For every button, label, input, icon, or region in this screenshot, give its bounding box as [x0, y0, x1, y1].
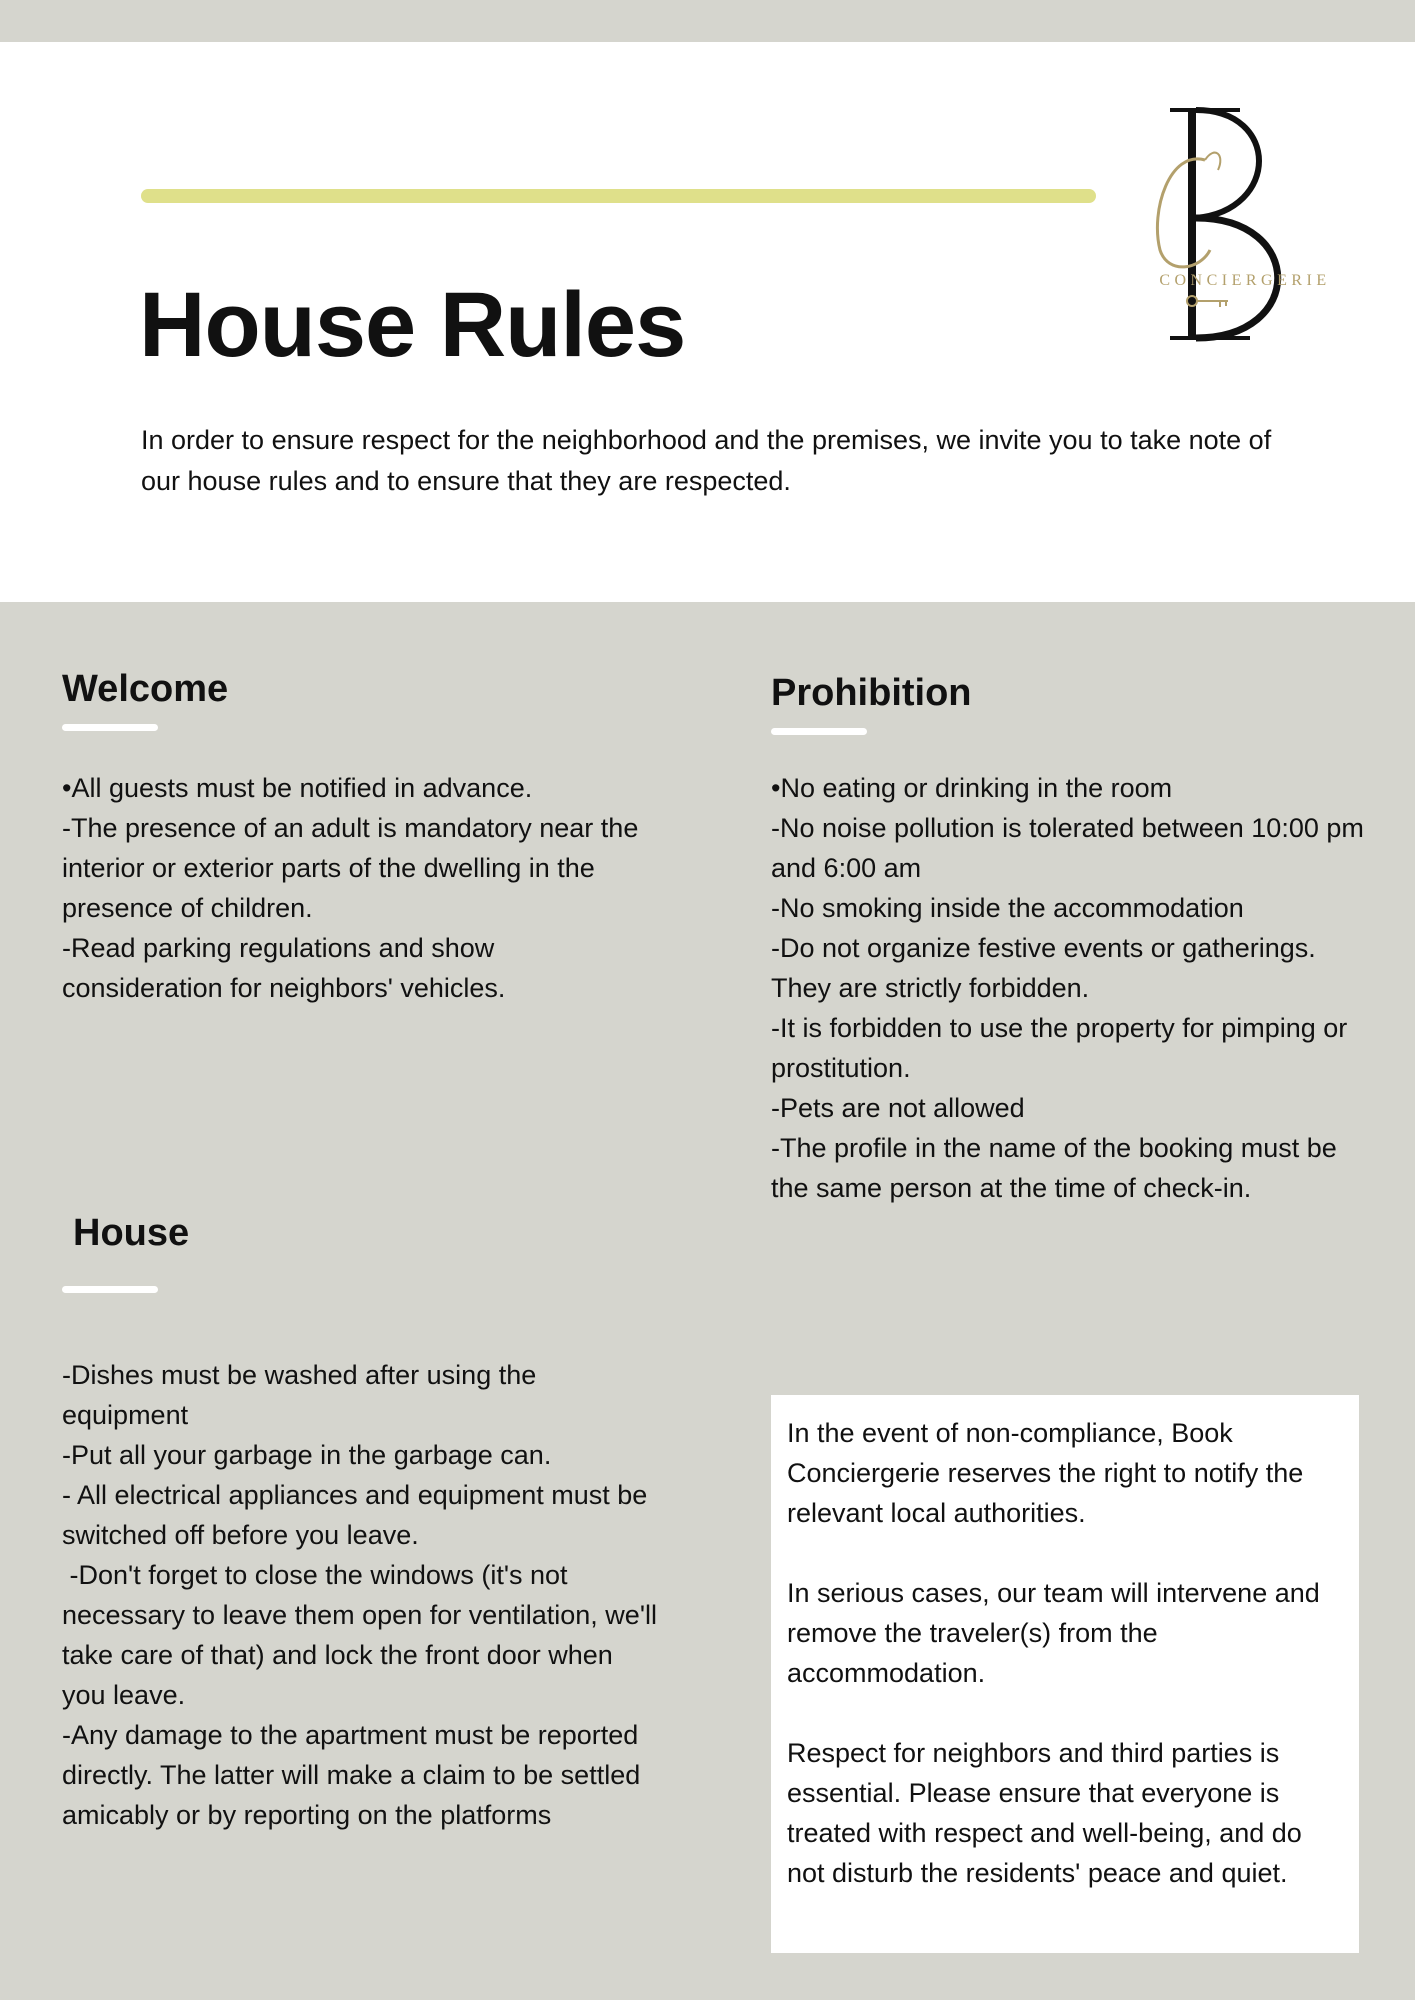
welcome-rule: •All guests must be notified in advance. — [62, 773, 533, 803]
prohibition-rule: -Do not organize festive events or gatherings. They are strictly forbidden. — [771, 933, 1316, 1003]
house-rules — [62, 1355, 665, 1835]
house-title: House — [73, 1212, 190, 1254]
welcome-underline — [62, 724, 158, 731]
prohibition-rule: -The profile in the name of the booking must be the same person at the time of check-in. — [771, 1133, 1337, 1203]
prohibition-rule: -No smoking inside the accommodation — [771, 893, 1244, 923]
notice-box — [771, 1395, 1359, 1953]
welcome-rule: -The presence of an adult is mandatory near the interior or exterior parts of the dwelling in the presence of children. — [62, 813, 639, 923]
top-band — [0, 0, 1415, 42]
logo-text: CONCIERGERIE — [1159, 272, 1331, 289]
welcome-rules — [62, 768, 662, 1008]
accent-bar — [141, 189, 1096, 203]
prohibition-rule: -It is forbidden to use the property for pimping or prostitution. — [771, 1013, 1348, 1083]
house-rule: -Any damage to the apartment must be reported directly. The latter will make a claim to be settled amicably or by reporting on the platforms — [62, 1720, 641, 1830]
house-rule: - All electrical appliances and equipment must be switched off before you leave. — [62, 1480, 648, 1550]
prohibition-rules — [771, 768, 1366, 1208]
logo-monogram-icon — [1130, 100, 1360, 350]
notice-paragraph: Respect for neighbors and third parties is essential. Please ensure that everyone is treated with respect and well-being, and do not disturb the residents' peace and quiet. — [787, 1738, 1302, 1888]
prohibition-underline — [771, 728, 867, 735]
intro-text: In order to ensure respect for the neighborhood and the premises, we invite you to take note of our house rules and to ensure that they are respected. — [141, 425, 1272, 496]
page-title: House Rules — [139, 274, 686, 376]
bc-monogram-logo — [1130, 100, 1360, 350]
prohibition-rule: -Pets are not allowed — [771, 1093, 1025, 1123]
house-underline — [62, 1286, 158, 1293]
notice-paragraph: In serious cases, our team will intervene and remove the traveler(s) from the accommodation. — [787, 1578, 1320, 1688]
prohibition-rule: •No eating or drinking in the room — [771, 773, 1173, 803]
prohibition-rule: -No noise pollution is tolerated between 10:00 pm and 6:00 am — [771, 813, 1364, 883]
house-rule: -Put all your garbage in the garbage can. — [62, 1440, 552, 1470]
welcome-rule: -Read parking regulations and show consideration for neighbors' vehicles. — [62, 933, 506, 1003]
house-rule: -Don't forget to close the windows (it's not necessary to leave them open for ventilation, we'll take care of that) and lock the front door when you leave. — [62, 1560, 665, 1710]
welcome-title: Welcome — [62, 668, 229, 710]
house-rule: -Dishes must be washed after using the equipment — [62, 1360, 537, 1430]
notice-paragraph: In the event of non-compliance, Book Conciergerie reserves the right to notify the relevant local authorities. — [787, 1418, 1304, 1528]
prohibition-title: Prohibition — [771, 672, 972, 714]
